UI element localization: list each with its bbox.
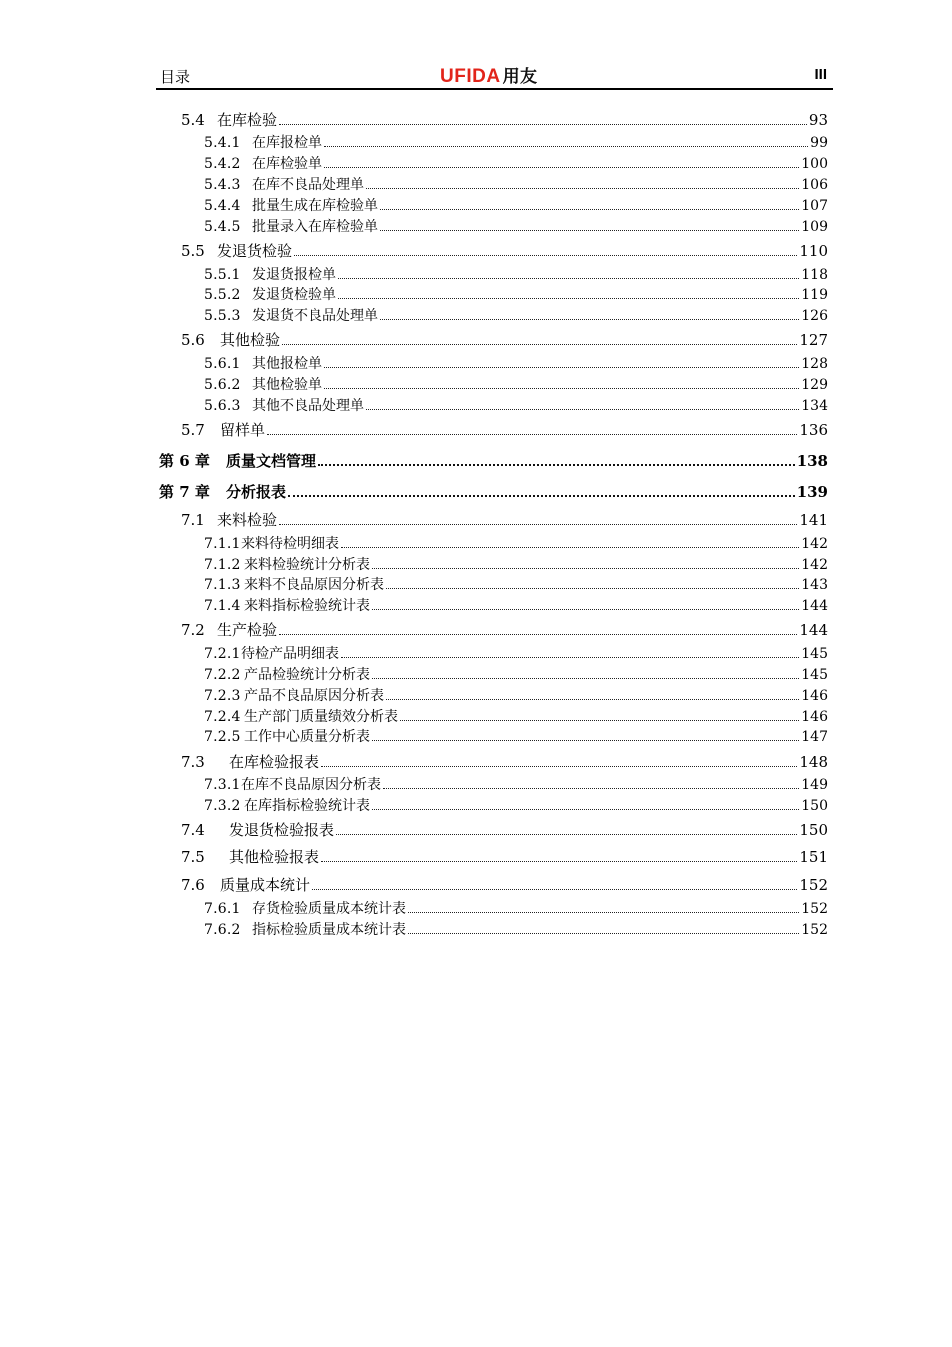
toc-entry-title: 待检产品明细表 (241, 646, 339, 662)
toc-entry-number: 7.1.3 (204, 577, 241, 593)
toc-chapter-number: 第 6 章 (159, 452, 210, 470)
toc-entry-number: 7.6.1 (204, 901, 241, 917)
toc-entry-number: 7.6 (181, 876, 205, 894)
logo-brand-text: UFIDA (440, 66, 501, 87)
toc-entry-title: 其他不良品处理单 (252, 398, 364, 414)
toc-entry[interactable] (204, 220, 828, 234)
toc-entry-page: 142 (801, 536, 828, 552)
toc-entry[interactable] (204, 730, 828, 744)
toc-chapter-entry[interactable] (159, 454, 828, 469)
toc-entry-title: 指标检验质量成本统计表 (252, 922, 406, 938)
toc-entry-title: 批量录入在库检验单 (252, 219, 378, 235)
toc-entry[interactable] (204, 647, 828, 661)
toc-entry[interactable] (204, 799, 828, 813)
toc-entry-page: 119 (801, 287, 828, 303)
toc-entry-page: 106 (801, 177, 828, 193)
toc-entry[interactable] (204, 378, 828, 392)
toc-entry-page: 150 (801, 798, 828, 814)
toc-entry-title: 在库检验 (217, 111, 278, 129)
toc-entry-title: 其他报检单 (252, 356, 322, 372)
toc-entry-number: 7.1 (181, 511, 205, 529)
toc-leader-dots (282, 344, 797, 345)
toc-leader-dots (372, 568, 799, 569)
toc-leader-dots (408, 912, 799, 913)
toc-entry[interactable] (204, 578, 828, 592)
toc-leader-dots (279, 634, 797, 635)
toc-entry-title: 来料指标检验统计表 (244, 598, 370, 614)
toc-entry-page: 145 (801, 646, 828, 662)
toc-entry-title: 质量成本统计 (220, 876, 311, 894)
toc-entry-page: 129 (801, 377, 828, 393)
toc-entry[interactable] (204, 558, 828, 572)
toc-entry-number: 5.4.1 (204, 135, 241, 151)
toc-leader-dots (408, 933, 799, 934)
toc-entry-number: 7.4 (181, 821, 205, 839)
toc-leader-dots (267, 434, 797, 435)
toc-entry-page: 139 (796, 483, 828, 501)
toc-entry-page: 110 (799, 242, 828, 260)
toc-entry-title: 存货检验质量成本统计表 (252, 901, 406, 917)
toc-entry-title: 其他检验 (220, 331, 281, 349)
toc-leader-dots (341, 657, 799, 658)
toc-entry-number: 7.2.5 (204, 729, 241, 745)
toc-entry-title: 来料检验统计分析表 (244, 557, 370, 573)
toc-entry-title: 发退货报检单 (252, 267, 336, 283)
toc-entry-number: 7.5 (181, 848, 205, 866)
toc-entry-number: 7.2.3 (204, 688, 241, 704)
header-page-number: III (814, 66, 827, 83)
toc-entry-page: 100 (801, 156, 828, 172)
toc-entry-page: 136 (799, 421, 828, 439)
toc-entry-page: 147 (801, 729, 828, 745)
toc-leader-dots (318, 464, 795, 466)
toc-entry-number: 5.5 (181, 242, 205, 260)
toc-entry-title: 产品检验统计分析表 (244, 667, 370, 683)
toc-leader-dots (338, 278, 799, 279)
toc-entry[interactable] (204, 923, 828, 937)
toc-entry[interactable] (204, 668, 828, 682)
toc-entry[interactable] (204, 309, 828, 323)
toc-entry[interactable] (204, 399, 828, 413)
toc-entry[interactable] (181, 333, 828, 348)
toc-entry-title: 生产检验 (217, 621, 278, 639)
toc-entry-page: 126 (801, 308, 828, 324)
toc-entry[interactable] (204, 357, 828, 371)
toc-entry[interactable] (181, 513, 828, 528)
toc-entry[interactable] (204, 710, 828, 724)
toc-entry-title: 在库指标检验统计表 (244, 798, 370, 814)
toc-entry[interactable] (181, 850, 828, 865)
toc-leader-dots (366, 409, 799, 410)
toc-entry-title: 批量生成在库检验单 (252, 198, 378, 214)
toc-entry-title: 来料待检明细表 (241, 536, 339, 552)
toc-chapter-title: 质量文档管理 (226, 452, 317, 470)
toc-entry-page: 145 (801, 667, 828, 683)
toc-entry-page: 144 (799, 621, 828, 639)
toc-entry[interactable] (204, 689, 828, 703)
toc-entry-number: 5.4.5 (204, 219, 241, 235)
toc-leader-dots (279, 524, 797, 525)
toc-entry-title: 其他检验单 (252, 377, 322, 393)
toc-entry-title: 来料不良品原因分析表 (244, 577, 384, 593)
toc-entry-page: 146 (801, 709, 828, 725)
logo-brand-cn-text: 用友 (502, 67, 538, 86)
toc-leader-dots (279, 124, 807, 125)
toc-leader-dots (341, 547, 799, 548)
toc-leader-dots (380, 209, 799, 210)
toc-entry-number: 7.6.2 (204, 922, 241, 938)
toc-leader-dots (372, 609, 799, 610)
toc-leader-dots (338, 298, 799, 299)
toc-entry-number: 5.5.2 (204, 287, 241, 303)
toc-entry-page: 143 (801, 577, 828, 593)
toc-leader-dots (380, 319, 799, 320)
toc-entry-title: 在库检验报表 (229, 753, 320, 771)
toc-entry-page: 152 (801, 922, 828, 938)
toc-leader-dots (372, 809, 799, 810)
toc-entry-number: 5.5.1 (204, 267, 241, 283)
toc-entry-title: 来料检验 (217, 511, 278, 529)
toc-entry-number: 7.1.1 (204, 536, 241, 552)
toc-entry[interactable] (181, 244, 828, 259)
toc-entry-page: 128 (801, 356, 828, 372)
toc-entry-number: 5.6.2 (204, 377, 241, 393)
toc-entry-number: 7.2.1 (204, 646, 241, 662)
toc-leader-dots (366, 188, 799, 189)
toc-entry[interactable] (204, 599, 828, 613)
toc-entry-title: 发退货检验 (217, 242, 293, 260)
toc-entry-number: 7.3 (181, 753, 205, 771)
toc-leader-dots (288, 495, 795, 497)
toc-entry-page: 146 (801, 688, 828, 704)
toc-entry[interactable] (204, 288, 828, 302)
toc-entry-number: 5.5.3 (204, 308, 241, 324)
toc-entry-page: 151 (799, 848, 828, 866)
toc-entry-page: 144 (801, 598, 828, 614)
toc-entry-title: 在库不良品处理单 (252, 177, 364, 193)
toc-entry[interactable] (204, 136, 828, 150)
toc-entry-number: 5.4.4 (204, 198, 241, 214)
toc-leader-dots (324, 167, 799, 168)
toc-entry-page: 152 (801, 901, 828, 917)
toc-entry-page: 127 (799, 331, 828, 349)
toc-entry-page: 150 (799, 821, 828, 839)
toc-entry-page: 99 (810, 135, 828, 151)
toc-entry-page: 107 (801, 198, 828, 214)
toc-entry-page: 109 (801, 219, 828, 235)
toc-leader-dots (400, 720, 799, 721)
toc-entry-number: 5.4.2 (204, 156, 241, 172)
toc-entry-number: 7.2 (181, 621, 205, 639)
toc-entry[interactable] (181, 113, 828, 128)
toc-entry-page: 134 (801, 398, 828, 414)
toc-entry[interactable] (204, 778, 828, 792)
toc-entry-page: 141 (799, 511, 828, 529)
header-divider (156, 88, 833, 90)
toc-entry-title: 在库不良品原因分析表 (241, 777, 381, 793)
toc-leader-dots (324, 388, 799, 389)
toc-entry-number: 5.4.3 (204, 177, 241, 193)
toc-entry-title: 留样单 (220, 421, 266, 439)
toc-entry-number: 7.1.4 (204, 598, 241, 614)
toc-entry-title: 生产部门质量绩效分析表 (244, 709, 398, 725)
toc-leader-dots (294, 255, 797, 256)
toc-entry[interactable] (181, 623, 828, 638)
toc-chapter-title: 分析报表 (226, 483, 287, 501)
toc-leader-dots (324, 367, 799, 368)
toc-entry-number: 5.7 (181, 421, 205, 439)
toc-entry-title: 在库检验单 (252, 156, 322, 172)
toc-entry-title: 发退货检验单 (252, 287, 336, 303)
toc-chapter-entry[interactable] (159, 485, 828, 500)
toc-entry[interactable] (181, 755, 828, 770)
toc-entry-number: 5.4 (181, 111, 205, 129)
toc-leader-dots (324, 146, 808, 147)
toc-entry-title: 产品不良品原因分析表 (244, 688, 384, 704)
toc-entry-number: 5.6 (181, 331, 205, 349)
toc-leader-dots (372, 678, 799, 679)
toc-entry-number: 7.1.2 (204, 557, 241, 573)
toc-entry[interactable] (204, 157, 828, 171)
toc-entry-page: 149 (801, 777, 828, 793)
toc-entry-page: 152 (799, 876, 828, 894)
toc-entry-number: 7.2.2 (204, 667, 241, 683)
toc-leader-dots (336, 834, 797, 835)
toc-leader-dots (321, 766, 797, 767)
ufida-logo (440, 62, 538, 88)
toc-entry-title: 发退货不良品处理单 (252, 308, 378, 324)
toc-entry-title: 发退货检验报表 (229, 821, 335, 839)
toc-entry-page: 138 (796, 452, 828, 470)
toc-leader-dots (380, 230, 799, 231)
toc-entry-number: 7.3.1 (204, 777, 241, 793)
toc-entry-page: 93 (808, 111, 828, 129)
toc-entry-number: 5.6.3 (204, 398, 241, 414)
toc-entry-title: 工作中心质量分析表 (244, 729, 370, 745)
toc-entry[interactable] (204, 178, 828, 192)
toc-entry[interactable] (204, 199, 828, 213)
toc-leader-dots (386, 588, 799, 589)
toc-entry-page: 118 (801, 267, 828, 283)
toc-chapter-number: 第 7 章 (159, 483, 210, 501)
toc-entry-page: 148 (799, 753, 828, 771)
toc-entry-number: 7.3.2 (204, 798, 241, 814)
toc-leader-dots (321, 861, 797, 862)
toc-entry[interactable] (204, 268, 828, 282)
toc-entry[interactable] (181, 423, 828, 438)
toc-entry[interactable] (204, 537, 828, 551)
toc-entry[interactable] (181, 823, 828, 838)
toc-leader-dots (383, 788, 799, 789)
toc-leader-dots (386, 699, 799, 700)
toc-entry-page: 142 (801, 557, 828, 573)
toc-leader-dots (312, 889, 797, 890)
toc-entry-title: 其他检验报表 (229, 848, 320, 866)
toc-entry[interactable] (181, 878, 828, 893)
page-header (158, 62, 833, 90)
toc-leader-dots (372, 740, 799, 741)
header-section-title: 目录 (160, 68, 191, 86)
toc-entry-number: 5.6.1 (204, 356, 241, 372)
toc-entry-title: 在库报检单 (252, 135, 322, 151)
toc-entry[interactable] (204, 902, 828, 916)
toc-entry-number: 7.2.4 (204, 709, 241, 725)
